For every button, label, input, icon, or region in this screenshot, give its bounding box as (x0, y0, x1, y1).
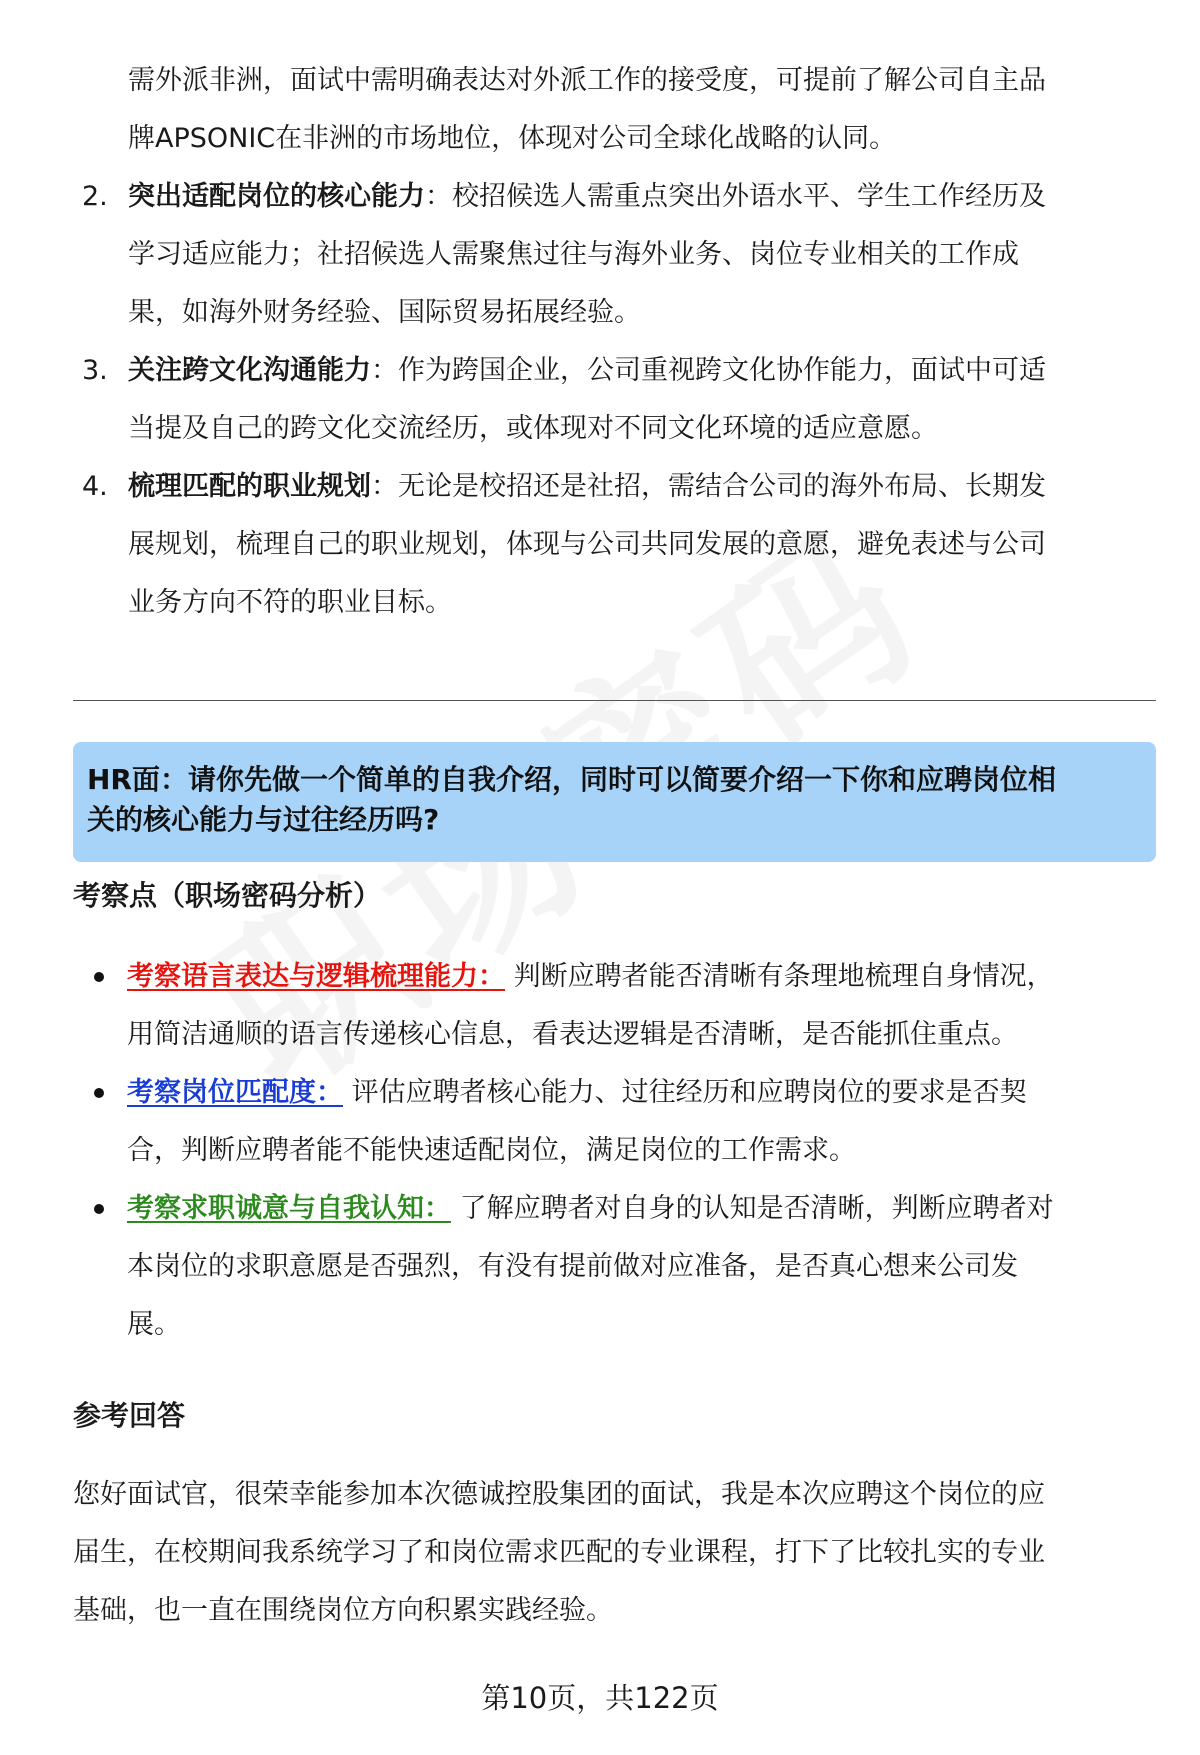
text-line: 合，判断应聘者能不能快速适配岗位，满足岗位的工作需求。 (127, 1135, 856, 1166)
hr-question-box (73, 742, 1156, 862)
list-number: 4. (82, 471, 108, 502)
text-line (127, 1180, 1160, 1238)
text-line: 用简洁通顺的语言传递核心信息，看表达逻辑是否清晰，是否能抓住重点。 (127, 1019, 1018, 1050)
reference-answer (73, 1466, 1158, 1640)
list-item (82, 52, 1142, 168)
analysis-bullet-list (90, 948, 1160, 1354)
item-text: ：校招候选人需重点突出外语水平、学生工作经历及 (425, 181, 1046, 212)
list-item (82, 458, 1142, 632)
text-line: 您好面试官，很荣幸能参加本次德诚控股集团的面试，我是本次应聘这个岗位的应 (73, 1479, 1045, 1510)
keyword-link: 考察求职诚意与自我认知： (127, 1193, 451, 1224)
text-line: 学习适应能力；社招候选人需聚焦过往与海外业务、岗位专业相关的工作成 (128, 239, 1019, 270)
text-line (128, 458, 1142, 516)
list-item (90, 1064, 1160, 1180)
question-line: HR面：请你先做一个简单的自我介绍，同时可以简要介绍一下你和应聘岗位相 (87, 763, 1056, 796)
keyword-link: 考察语言表达与逻辑梳理能力： (127, 961, 505, 992)
text-line: 基础，也一直在围绕岗位方向积累实践经验。 (73, 1595, 613, 1626)
item-text: 了解应聘者对自身的认知是否清晰，判断应聘者对 (451, 1193, 1054, 1224)
question-line: 关的核心能力与过往经历吗? (87, 803, 440, 836)
text-line (128, 168, 1142, 226)
item-title: 突出适配岗位的核心能力 (128, 181, 425, 212)
item-title: 梳理匹配的职业规划 (128, 471, 371, 502)
text-line: 需外派非洲，面试中需明确表达对外派工作的接受度，可提前了解公司自主品 (128, 65, 1046, 96)
item-text: 判断应聘者能否清晰有条理地梳理自身情况， (505, 961, 1054, 992)
text-line: 展规划，梳理自己的职业规划，体现与公司共同发展的意愿，避免表述与公司 (128, 529, 1046, 560)
analysis-heading: 考察点（职场密码分析） (73, 879, 382, 912)
item-text: 评估应聘者核心能力、过往经历和应聘岗位的要求是否契 (343, 1077, 1027, 1108)
text-line (127, 1064, 1160, 1122)
text-line (127, 948, 1160, 1006)
text-line: 牌APSONIC在非洲的市场地位，体现对公司全球化战略的认同。 (128, 123, 897, 154)
tips-ordered-list (82, 52, 1142, 632)
bullet-icon (94, 1204, 104, 1214)
text-line (128, 342, 1142, 400)
item-text: ：无论是校招还是社招，需结合公司的海外布局、长期发 (371, 471, 1046, 502)
list-number: 2. (82, 181, 108, 212)
text-line: 业务方向不符的职业目标。 (128, 587, 452, 618)
bullet-icon (94, 972, 104, 982)
item-title: 关注跨文化沟通能力 (128, 355, 371, 386)
text-line: 展。 (127, 1309, 181, 1340)
list-item (90, 1180, 1160, 1354)
list-item (90, 948, 1160, 1064)
list-item (82, 168, 1142, 342)
text-line: 本岗位的求职意愿是否强烈，有没有提前做对应准备，是否真心想来公司发 (127, 1251, 1018, 1282)
list-item (82, 342, 1142, 458)
item-text: ：作为跨国企业，公司重视跨文化协作能力，面试中可适 (371, 355, 1046, 386)
text-line: 果，如海外财务经验、国际贸易拓展经验。 (128, 297, 641, 328)
list-number: 3. (82, 355, 108, 386)
bullet-icon (94, 1088, 104, 1098)
page-number: 第10页，共122页 (481, 1681, 719, 1715)
text-line: 当提及自己的跨文化交流经历，或体现对不同文化环境的适应意愿。 (128, 413, 938, 444)
reference-heading: 参考回答 (73, 1399, 186, 1432)
section-divider (73, 700, 1156, 701)
keyword-link: 考察岗位匹配度： (127, 1077, 343, 1108)
text-line: 届生，在校期间我系统学习了和岗位需求匹配的专业课程，打下了比较扎实的专业 (73, 1537, 1045, 1568)
